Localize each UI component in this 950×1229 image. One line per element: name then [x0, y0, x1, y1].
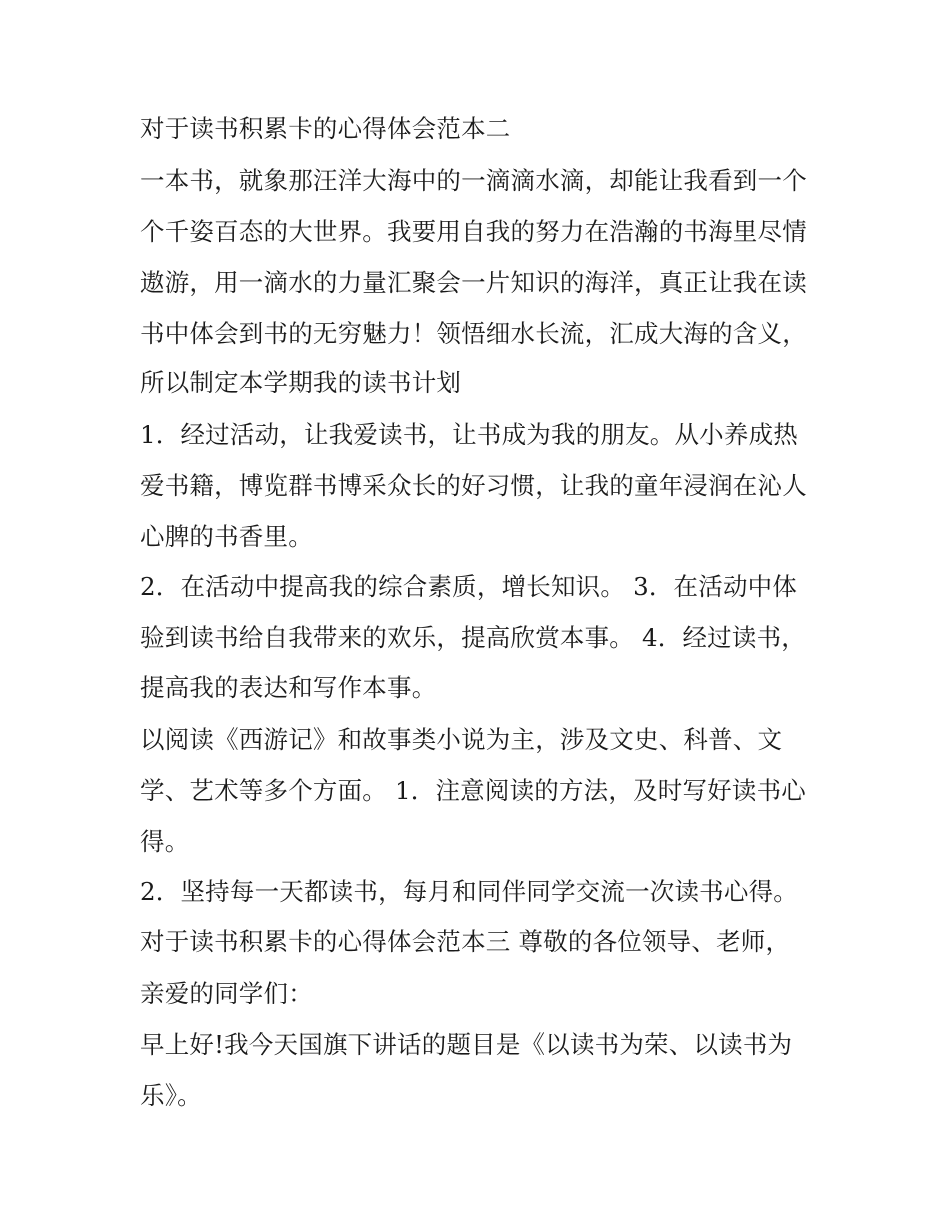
text-line: 提高我的表达和写作本事。 — [140, 673, 437, 702]
text-line: 得。 — [140, 827, 190, 856]
text-line: 验到读书给自我带来的欢乐，提高欣赏本事。 4．经过读书， — [140, 623, 806, 652]
text-line: 心脾的书香里。 — [140, 522, 313, 551]
text-line: 乐》。 — [140, 1081, 202, 1110]
text-line: 学、艺术等多个方面。 1．注意阅读的方法，及时写好读书心 — [140, 776, 806, 805]
text-line: 1．经过活动，让我爱读书，让书成为我的朋友。从小养成热 — [140, 420, 798, 449]
heading-sample-three: 对于读书积累卡的心得体会范本三 尊敬的各位领导、老师， — [140, 927, 791, 956]
text-line: 以阅读《西游记》和故事类小说为主，涉及文史、科普、文 — [140, 725, 783, 754]
text-line: 亲爱的同学们： — [140, 979, 313, 1008]
text-line: 2．在活动中提高我的综合素质，增长知识。 3．在活动中体 — [140, 572, 798, 601]
text-line: 爱书籍，博览群书博采众长的好习惯，让我的童年浸润在沁人 — [140, 471, 807, 500]
text-line: 2．坚持每一天都读书，每月和同伴同学交流一次读书心得。 — [140, 877, 798, 906]
heading-sample-two: 对于读书积累卡的心得体会范本二 — [140, 114, 511, 143]
text-line: 遨游，用一滴水的力量汇聚会一片知识的海洋，真正让我在读 — [140, 268, 807, 297]
text-line: 书中体会到书的无穷魅力！领悟细水长流，汇成大海的含义， — [140, 319, 807, 348]
text-line: 所以制定本学期我的读书计划 — [140, 368, 462, 397]
text-line: 一本书，就象那汪洋大海中的一滴滴水滴，却能让我看到一个 — [140, 166, 807, 195]
text-line: 早上好!我今天国旗下讲话的题目是《以读书为荣、以读书为 — [140, 1030, 793, 1059]
text-line: 个千姿百态的大世界。我要用自我的努力在浩瀚的书海里尽情 — [140, 217, 807, 246]
